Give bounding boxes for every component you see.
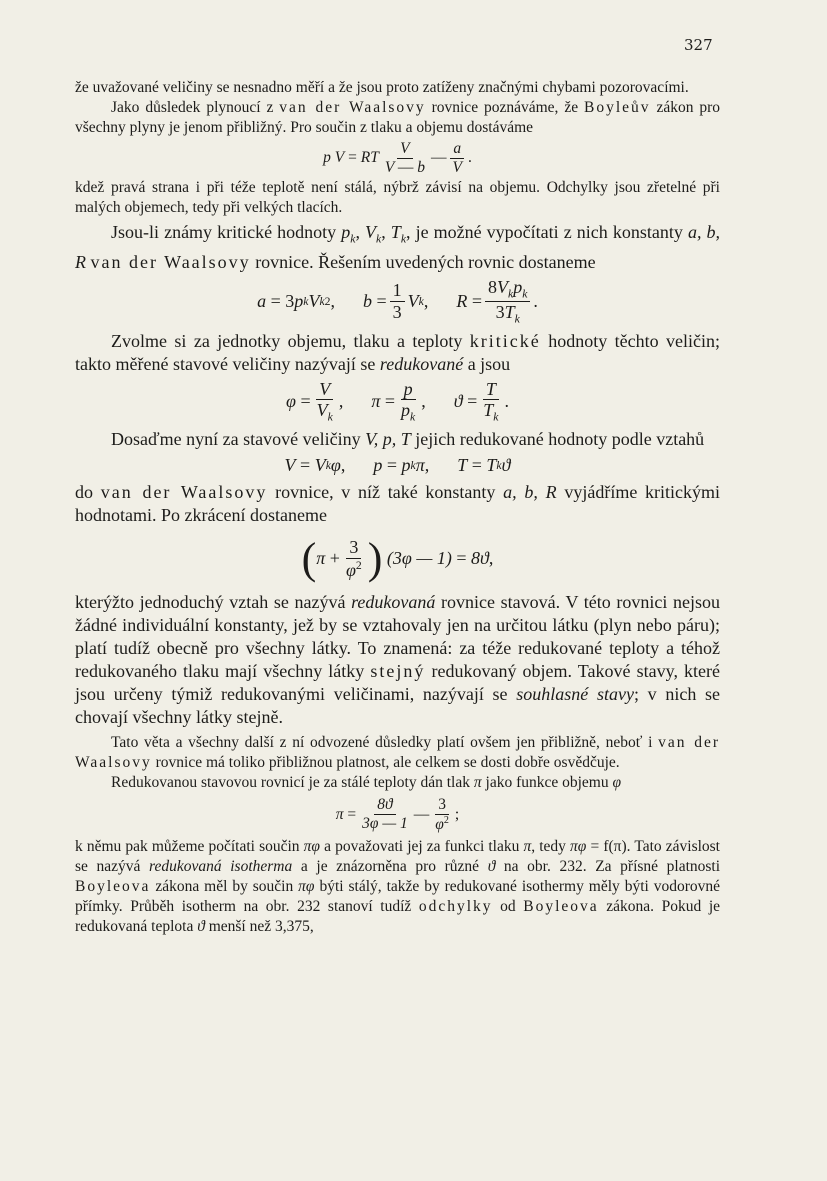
paragraph-11: k němu pak můžeme počítati součin πφ a považovati jej za funkci tlaku π, tedy πφ = f(π). Tato závislost se nazývá redukovaná isotherma a je znázorněna pro různé ϑ na obr. 232. Za přísné platnosti Boyleova zákona měl by součin πφ býti stálý, takže by redukované isothermy měly býti vodorovné přímky. Průběh isotherm na obr. 232 stanoví tudíž odchylky od Boyleova zákona. Pokud je redukovaná teplota ϑ menší než 3,375, (75, 837, 721, 935)
paragraph-5: Zvolme si za jednotky objemu, tlaku a teploty kritické hodnoty těchto veličin; takto měřené stavové veličiny nazývají se redukované a jsou (75, 330, 720, 374)
paragraph-6: Dosaďme nyní za stavové veličiny V, p, T jejich redukované hodnoty podle vztahů (111, 428, 705, 449)
paragraph-1: že uvažované veličiny se nesnadno měří a že jsou proto zatíženy značnými chybami pozorovacími. (75, 79, 689, 96)
equation-pv: p V = R T $\frac{V}{V — b}$ — $\frac{a}{V}$ . (323, 139, 472, 176)
paragraph-9: Tato věta a všechny další z ní odvozené důsledky platí ovšem jen přibližně, neboť i van der Waalsovy rovnice má toliko přibližnou platnost, ale celkem se dosti dobře osvědčuje. (75, 733, 720, 771)
fraction-three-phi-squared: $\frac{3}{\varphi^2}$ (435, 795, 449, 833)
fraction-three-over-phi-squared: $\frac{3}{\varphi^2}$ (345, 536, 362, 580)
paragraph-4: Jsou-li známy kritické hodnoty $p_k$, $V_k$, $T_k$, je možné vypočítati z nich konstanty a, b, R van der Waalsovy rovnice. Řešením uvedených rovnic dostaneme (75, 222, 721, 272)
fraction-one-third: $\frac{1}{3}$ (390, 280, 405, 322)
page-body (75, 78, 720, 937)
paragraph-10: Redukovanou stavovou rovnicí je za stálé teploty dán tlak π jako funkce objemu φ (111, 773, 622, 791)
equation-substitution: V = V k φ , p = p k π , T = T k ϑ (284, 455, 511, 476)
fraction-phi: $\frac{V}{V_k}$ (316, 378, 333, 424)
fraction-eight-theta: $\frac{8ϑ}{3\varphi — 1}$ (362, 796, 408, 833)
paragraph-2: Jako důsledek plynoucí z van der Waalsovy rovnice poznáváme, že Boyleův zákon pro všechny plyny je jenom přibližný. Pro součin z tlaku a objemu dostáváme (75, 99, 721, 136)
fraction-r: $\frac{8V_kp_k}{3T_k}$ (485, 277, 530, 326)
paragraph-8: kterýžto jednoduchý vztah se nazývá redukovaná rovnice stavová. V této rovnici nejsou žádné individuální konstanty, jež by se vztahovaly jen na určitou látku (plyn nebo páru); platí tudíž obecně pro všechny látky. To znamená: za téže redukované teploty a téhož redukovaného tlaku mají všechny látky stejný redukovaný objem. Takové stavy, které jsou určeny týmiž redukovanými veličinami, nazývají se souhlasné stavy; v nich se chovají všechny látky stejně. (75, 591, 721, 727)
fraction-v-over-v-minus-b: $\frac{V}{V — b}$ (384, 139, 426, 176)
equation-reduced: φ = $\frac{V}{V_k}$ , π = $\frac{p}{p_k}$ , ϑ = $\frac{T}{T_k}$ . (286, 378, 509, 424)
equation-pressure: π = $\frac{8ϑ}{3\varphi — 1}$ — $\frac{3}{\varphi^2}$ ; (335, 795, 460, 833)
paragraph-7: do van der Waalsovy rovnice, v níž také konstanty a, b, R vyjádříme kritickými hodnotami. Po zkrácení dostaneme (75, 481, 721, 525)
fraction-theta: $\frac{T}{T_k}$ (483, 378, 499, 424)
page-number: 327 (684, 36, 713, 54)
fraction-a-over-v: $\frac{a}{V}$ (450, 140, 465, 177)
equation-reduced-state: ( π + $\frac{3}{\varphi^2}$ ) (3φ — 1) = 8ϑ , (301, 533, 494, 583)
fraction-pi: $\frac{p}{p_k}$ (401, 378, 416, 424)
paragraph-3: kdež pravá strana i při téže teplotě není stálá, nýbrž závisí na objemu. Odchylky jsou zřetelné při malých objemech, tedy při velkých tlacích. (75, 179, 720, 216)
equation-constants: a = 3 p k V k 2 , b = $\frac{1}{3}$ V k , R = $\frac{8V_kp_k}{3T_k}$ . (257, 277, 538, 326)
